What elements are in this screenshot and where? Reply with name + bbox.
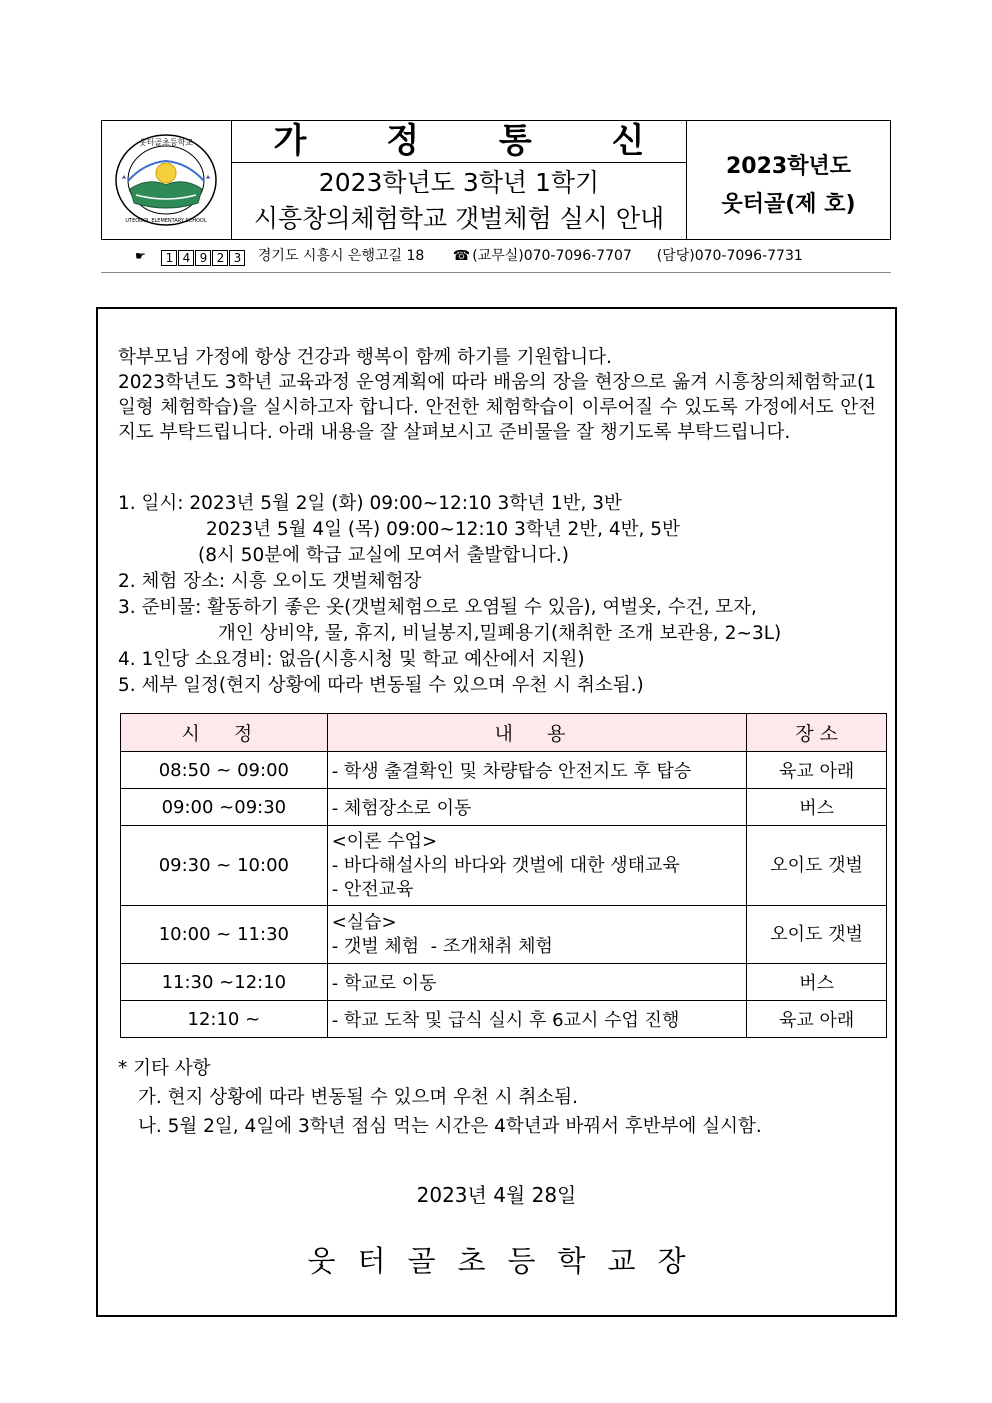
table-row: [121, 1001, 887, 1038]
zip-digit: 9: [195, 250, 211, 266]
row-place: 버스: [747, 789, 887, 826]
content-line: - 바다해설사의 바다와 갯벌에 대한 생태교육: [331, 854, 680, 876]
header-time: 시 정: [121, 714, 328, 752]
table-row: [121, 964, 887, 1001]
content-line: <실습>: [331, 911, 397, 933]
date-line-3: (8시 50분에 학급 교실에 모여서 출발합니다.): [198, 545, 569, 566]
zip-digit: 3: [229, 250, 245, 266]
note-item-b: 나. 5월 2일, 4일에 3학년 점심 먹는 시간은 4학년과 바꿔서 후반부에 실시함.: [138, 1116, 762, 1137]
header-content: 내 용: [327, 714, 747, 752]
phone-icon: ☎: [452, 248, 471, 264]
logo-top-text: 웃터골초등학교: [138, 138, 194, 147]
content-line: - 체험장소로 이동: [331, 798, 472, 819]
zip-digit: 1: [161, 250, 177, 266]
intro-text: [118, 345, 876, 445]
cost-line: 4. 1인당 소요경비: 없음(시흥시청 및 학교 예산에서 지원): [118, 649, 585, 670]
header-place: 장 소: [747, 714, 887, 752]
other-notes: [118, 1054, 888, 1141]
note-item-a: 가. 현지 상황에 따라 변동될 수 있으며 우천 시 취소됨.: [138, 1087, 578, 1108]
row-time: 11:30 ~12:10: [121, 964, 328, 1001]
supplies-line-2: 개인 상비약, 물, 휴지, 비닐봉지,밀폐용기(채취한 조개 보관용, 2~3L): [218, 623, 782, 644]
address-text: 경기도 시흥시 은행고길 18: [257, 248, 425, 264]
schedule-table: [120, 713, 887, 1038]
address-line: [101, 246, 891, 268]
logo-bottom-text: UTEOGOL ELEMENTARY SCHOOL: [125, 218, 207, 224]
intro-greeting: 학부모님 가정에 항상 건강과 행복이 함께 하기를 기원합니다.: [118, 347, 612, 368]
supplies-line-1: 3. 준비물: 활동하기 좋은 옷(갯벌체험으로 오염될 수 있음), 여벌옷, 수건, 모자,: [118, 597, 757, 618]
intro-paragraph: 2023학년도 3학년 교육과정 운영계획에 따라 배움의 장을 현장으로 옮겨 시흥창의체험학교(1일형 체험학습)을 실시하고자 합니다. 안전한 체험학습이 이루어질 수 있도록 가정에서도 안전지도 부탁드립니다. 아래 내용을 잘 살펴보시고 준비물을 잘 챙기도록 부탁드립니다.: [118, 372, 876, 443]
subtitle-line-1: 2023학년도 3학년 1학기: [318, 168, 600, 197]
content-line: - 안전교육: [331, 878, 414, 900]
row-content: [327, 964, 747, 1001]
row-content: [327, 1001, 747, 1038]
place-line: 2. 체험 장소: 시흥 오이도 갯벌체험장: [118, 571, 422, 592]
content-line: - 학교로 이동: [331, 973, 437, 994]
subtitle-line-2: 시흥창의체험학교 갯벌체험 실시 안내: [253, 204, 665, 233]
date-line-1: 1. 일시: 2023년 5월 2일 (화) 09:00~12:10 3학년 1반, 3반: [118, 493, 622, 514]
row-time: 10:00 ~ 11:30: [121, 906, 328, 964]
row-content: [327, 906, 747, 964]
zip-digit: 2: [212, 250, 228, 266]
letter-header: [101, 120, 891, 240]
row-time: 08:50 ~ 09:00: [121, 752, 328, 789]
row-content: [327, 826, 747, 906]
header-divider: [101, 272, 891, 273]
content-line: - 학교 도착 및 급식 실시 후 6교시 수업 진행: [331, 1010, 680, 1031]
row-time: 09:00 ~09:30: [121, 789, 328, 826]
row-content: [327, 789, 747, 826]
row-place: 육교 아래: [747, 1001, 887, 1038]
school-logo: [114, 133, 218, 227]
schedule-title: 5. 세부 일정(현지 상황에 따라 변동될 수 있으며 우천 시 취소됨.): [118, 675, 644, 696]
table-row: [121, 789, 887, 826]
logo-cell: [102, 121, 232, 239]
row-place: 육교 아래: [747, 752, 887, 789]
content-line: <이론 수업>: [331, 830, 438, 852]
pointing-hand-icon: ☛: [135, 249, 146, 263]
title-cell: [232, 121, 687, 239]
issue-cell: [687, 121, 890, 239]
row-content: [327, 752, 747, 789]
info-list: [118, 491, 888, 699]
row-time: 09:30 ~ 10:00: [121, 826, 328, 906]
row-place: 오이도 갯벌: [747, 906, 887, 964]
table-row: [121, 906, 887, 964]
table-row: [121, 752, 887, 789]
content-line: - 갯벌 체험 - 조개채취 체험: [331, 935, 553, 957]
table-row: [121, 826, 887, 906]
table-header-row: [121, 714, 887, 752]
contact-phone: (담당)070-7096-7731: [656, 248, 803, 264]
row-place: 오이도 갯벌: [747, 826, 887, 906]
office-phone: (교무실)070-7096-7707: [472, 248, 632, 264]
notes-title: * 기타 사항: [118, 1058, 211, 1079]
row-time: 12:10 ~: [121, 1001, 328, 1038]
zip-code: [161, 250, 245, 266]
content-line: - 학생 출결확인 및 차량탑승 안전지도 후 탑승: [331, 761, 692, 782]
school-year: 2023학년도: [726, 154, 851, 179]
row-place: 버스: [747, 964, 887, 1001]
letter-body: [96, 307, 897, 1317]
date-line-2: 2023년 5월 4일 (목) 09:00~12:10 3학년 2반, 4반, 5반: [206, 519, 680, 540]
issue-date: 2023년 4월 28일: [416, 1183, 577, 1207]
principal-signature: 웃터골초등학교장: [307, 1244, 708, 1278]
issue-number: 웃터골(제 호): [721, 192, 856, 217]
zip-digit: 4: [178, 250, 194, 266]
page-title: 가 정 통 신: [232, 121, 686, 163]
